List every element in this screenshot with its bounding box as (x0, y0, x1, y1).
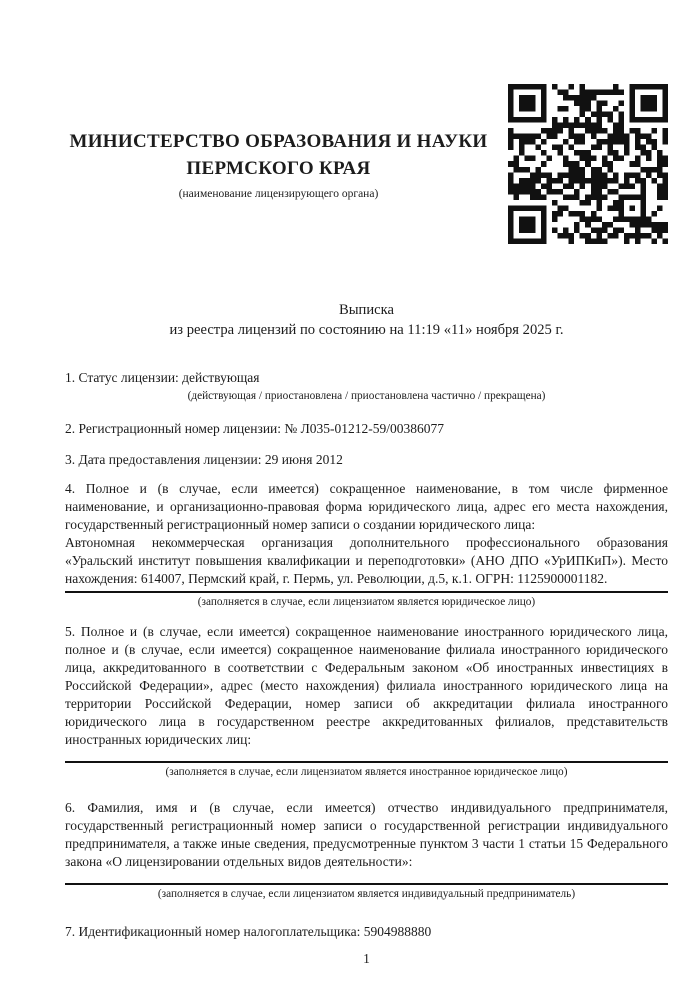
ministry-name-line2: ПЕРМСКОГО КРАЯ (186, 157, 371, 179)
qr-code-icon (508, 84, 668, 244)
document-title (65, 300, 668, 340)
item-1-text: 1. Статус лицензии: действующая (65, 370, 260, 385)
item-5-underline (65, 761, 668, 763)
item-4-value: Автономная некоммерческая организация дополнительного профессионального образования «Уральский институт повышения квалификации и переподготовки» (АНО ДПО «УрИПКиП»). Место нахождения: 614007, Пермский край, г. Пермь, ул. Революции, д.5, к.1. ОГРН: 1125900001182. (65, 535, 668, 586)
item-7-text: 7. Идентификационный номер налогоплательщика: 5904988880 (65, 924, 432, 939)
item-2-registration-number (65, 420, 668, 438)
item-6-underline (65, 883, 668, 885)
item-4-legal-entity (65, 480, 668, 609)
licensing-authority-block (65, 128, 508, 201)
document-title-line1: Выписка (339, 302, 394, 318)
document-header (65, 84, 668, 244)
document-body (65, 369, 668, 968)
item-4-underline (65, 591, 668, 593)
item-3-text: 3. Дата предоставления лицензии: 29 июня 2012 (65, 452, 343, 467)
item-6-text: 6. Фамилия, имя и (в случае, если имеется) отчество индивидуального предпринимателя, государственный регистрационный номер записи о государственной регистрации индивидуального предпринимателя, а также иные сведения, предусмотренные пунктом 3 части 1 статьи 15 Федерального закона «О лицензировании отдельных видов деятельности»: (65, 800, 668, 869)
item-7-taxpayer-number (65, 923, 668, 941)
item-5-foreign-entity (65, 623, 668, 779)
page-number: 1 (363, 951, 370, 966)
item-1-caption: (действующая / приостановлена / приостановлена частично / прекращена) (187, 390, 546, 402)
document-title-line2: из реестра лицензий по состоянию на 11:19 «11» ноября 2025 г. (169, 322, 564, 338)
ministry-name-line1: МИНИСТЕРСТВО ОБРАЗОВАНИЯ И НАУКИ (69, 130, 488, 152)
item-1-license-status (65, 369, 668, 403)
licensing-authority-caption: (наименование лицензирующего органа) (178, 187, 379, 200)
item-5-caption: (заполняется в случае, если лицензиатом является иностранное юридическое лицо) (165, 766, 568, 778)
item-6-caption: (заполняется в случае, если лицензиатом является индивидуальный предприниматель) (157, 888, 576, 900)
item-4-text: 4. Полное и (в случае, если имеется) сокращенное наименование, в том числе фирменное наименование, и организационно-правовая форма юридического лица, адрес его места нахождения, государственный регистрационный номер записи о создании юридического лица: (65, 481, 668, 532)
item-3-license-date (65, 451, 668, 469)
item-6-individual-entrepreneur (65, 799, 668, 901)
item-5-text: 5. Полное и (в случае, если имеется) сокращенное наименование иностранного юридического лица, полное и (в случае, если имеется) сокращенное наименование филиала иностранного юридического лица, аккредитованного в соответствии с Федеральным законом «Об иностранных инвестициях в Российской Федерации», адрес (место нахождения) филиала иностранного юридического лица на территории Российской Федерации, номер записи об аккредитации филиала иностранного юридического лица в государственном реестре аккредитованных филиалов, представительств иностранных юридических лиц: (65, 624, 668, 747)
item-4-caption: (заполняется в случае, если лицензиатом является юридическое лицо) (197, 596, 536, 608)
item-2-text: 2. Регистрационный номер лицензии: № Л035-01212-59/00386077 (65, 421, 445, 436)
